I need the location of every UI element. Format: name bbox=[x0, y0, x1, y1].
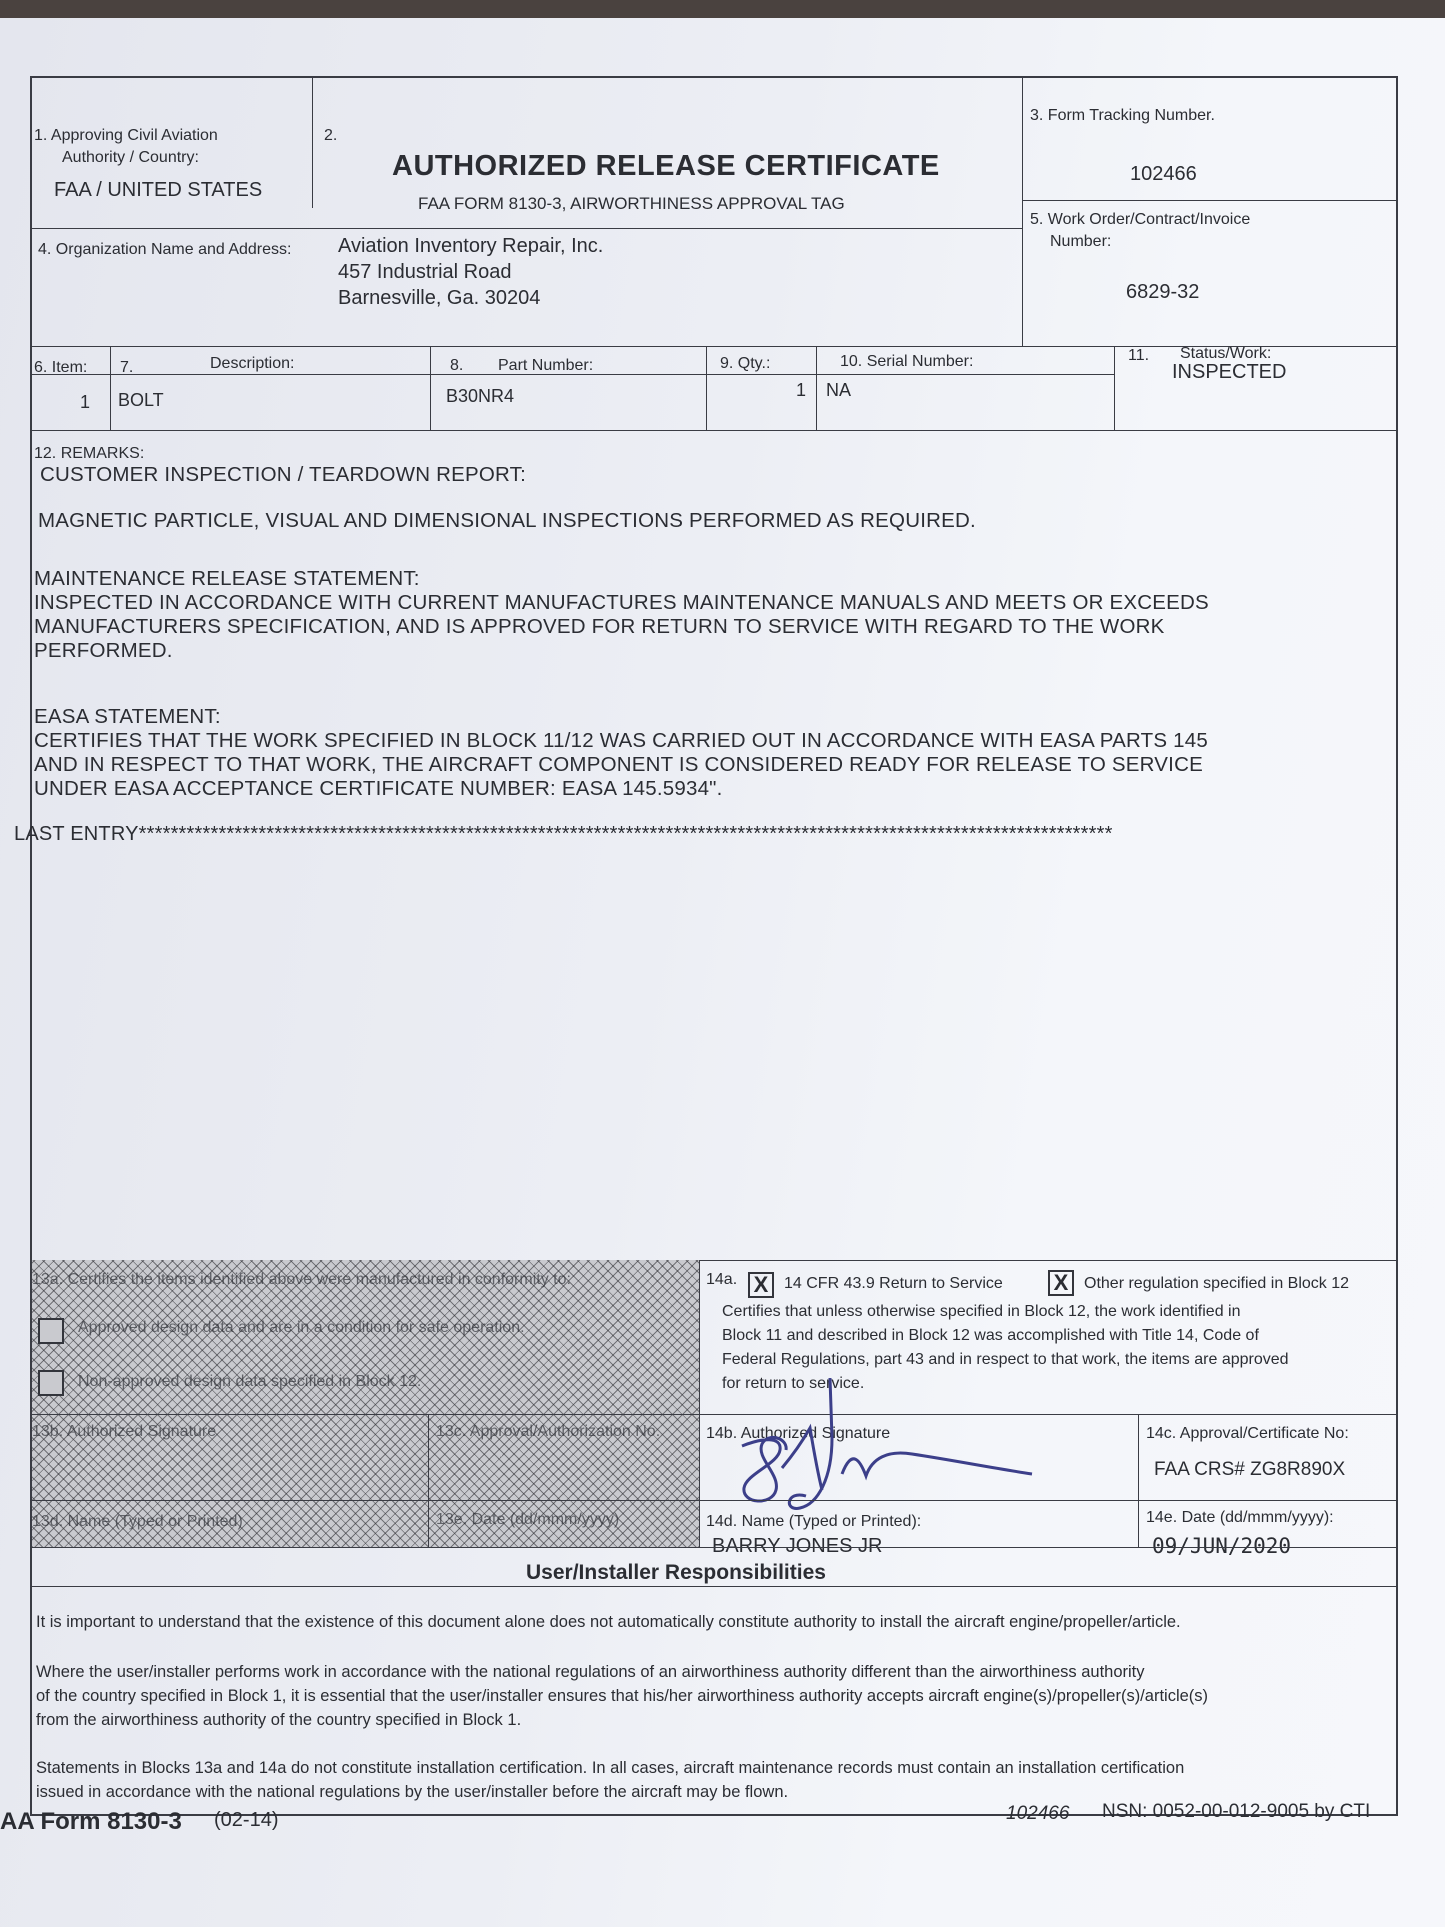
remark-line-2: MAGNETIC PARTICLE, VISUAL AND DIMENSIONAL INSPECTIONS PERFORMED AS REQUIRED. bbox=[38, 509, 976, 532]
responsibilities-title: User/Installer Responsibilities bbox=[526, 1561, 826, 1584]
row-qty: 1 bbox=[796, 380, 807, 400]
block14-other-regulation-checkbox[interactable]: X bbox=[1048, 1270, 1074, 1296]
page-subtitle: FAA FORM 8130-3, AIRWORTHINESS APPROVAL TAG bbox=[418, 194, 845, 213]
footer-nsn: NSN: 0052-00-012-9005 by CTI bbox=[1102, 1801, 1371, 1822]
document-sheet bbox=[0, 18, 1445, 1927]
block13d-label: 13d. Name (Typed or Printed) bbox=[32, 1513, 243, 1530]
responsibilities-line-3: of the country specified in Block 1, it is essential that the user/installer ensures that his/her airworthiness authority accepts aircraft engine(s)/propeller(s)/article(s) bbox=[36, 1687, 1209, 1705]
remark-line-1: CUSTOMER INSPECTION / TEARDOWN REPORT: bbox=[40, 463, 526, 486]
block14a-text-4: for return to service. bbox=[722, 1375, 865, 1392]
org-name: Aviation Inventory Repair, Inc. bbox=[338, 235, 604, 257]
responsibilities-line-1: It is important to understand that the existence of this document alone does not automatically constitute authority to install the aircraft engine/propeller/article. bbox=[36, 1613, 1181, 1631]
last-entry: LAST ENTRY************************************************************************************************************************** bbox=[14, 823, 1113, 845]
desc-header: Description: bbox=[210, 355, 295, 372]
block14a-num: 14a. bbox=[706, 1271, 738, 1288]
remark-line-4: INSPECTED IN ACCORDANCE WITH CURRENT MANUFACTURES MAINTENANCE MANUALS AND MEETS OR EXCEEDS bbox=[34, 591, 1209, 614]
serial-header: 10. Serial Number: bbox=[840, 353, 974, 370]
status-header-num: 11. bbox=[1128, 347, 1150, 364]
block1-label-2: Authority / Country: bbox=[62, 149, 199, 166]
desc-header-num: 7. bbox=[120, 359, 134, 376]
block13a-label: 13a. Certifies the items identified above were manufactured in conformity to: bbox=[32, 1271, 571, 1288]
block13e-label: 13e. Date (dd/mmm/yyyy) bbox=[436, 1511, 620, 1528]
block13-option1-label: Approved design data and are in a condition for safe operation. bbox=[78, 1319, 525, 1336]
block14e-label: 14e. Date (dd/mmm/yyyy): bbox=[1146, 1509, 1334, 1526]
block1-value: FAA / UNITED STATES bbox=[54, 179, 263, 201]
row-serial: NA bbox=[826, 380, 852, 400]
block5-label: 5. Work Order/Contract/Invoice bbox=[1030, 211, 1251, 228]
part-header-num: 8. bbox=[450, 357, 464, 374]
footer-form-name: AA Form 8130-3 bbox=[0, 1808, 182, 1835]
remark-line-7: EASA STATEMENT: bbox=[34, 705, 221, 728]
block14-return-to-service-checkbox[interactable]: X bbox=[748, 1272, 774, 1298]
remark-line-5: MANUFACTURERS SPECIFICATION, AND IS APPROVED FOR RETURN TO SERVICE WITH REGARD TO THE WORK bbox=[34, 615, 1165, 638]
block1-label: 1. Approving Civil Aviation bbox=[34, 127, 218, 144]
responsibilities-line-2: Where the user/installer performs work in accordance with the national regulations of an airworthiness authority different than the airworthiness authority bbox=[36, 1663, 1145, 1681]
block14-other-regulation-label: Other regulation specified in Block 12 bbox=[1084, 1275, 1350, 1292]
row-part-number: B30NR4 bbox=[446, 386, 515, 406]
block14c-value: FAA CRS# ZG8R890X bbox=[1154, 1459, 1346, 1480]
block14d-label: 14d. Name (Typed or Printed): bbox=[706, 1513, 922, 1530]
block14b-label: 14b. Authorized Signature bbox=[706, 1425, 891, 1442]
part-header: Part Number: bbox=[498, 357, 594, 374]
block14c-label: 14c. Approval/Certificate No: bbox=[1146, 1425, 1349, 1442]
footer-form-revision: (02-14) bbox=[214, 1809, 279, 1831]
block4-label: 4. Organization Name and Address: bbox=[38, 241, 292, 258]
block5-label-2: Number: bbox=[1050, 233, 1112, 250]
qty-header: 9. Qty.: bbox=[720, 355, 771, 372]
block14a-text-2: Block 11 and described in Block 12 was accomplished with Title 14, Code of bbox=[722, 1327, 1259, 1344]
form-8130-3 bbox=[14, 76, 1398, 1816]
block14a-text-1: Certifies that unless otherwise specified in Block 12, the work identified in bbox=[722, 1303, 1241, 1320]
block3-label: 3. Form Tracking Number. bbox=[1030, 107, 1215, 124]
responsibilities-line-6: issued in accordance with the national regulations by the user/installer before the aircraft may be flown. bbox=[36, 1783, 789, 1801]
block3-value: 102466 bbox=[1130, 163, 1197, 185]
remark-line-8: CERTIFIES THAT THE WORK SPECIFIED IN BLOCK 11/12 WAS CARRIED OUT IN ACCORDANCE WITH EASA PARTS 145 bbox=[34, 729, 1208, 752]
block14e-value: 09/JUN/2020 bbox=[1152, 1534, 1292, 1558]
block2-label: 2. bbox=[324, 127, 338, 144]
block13-option2-label: Non-approved design data specified in Block 12. bbox=[78, 1373, 422, 1390]
responsibilities-line-4: from the airworthiness authority of the country specified in Block 1. bbox=[36, 1711, 522, 1729]
remark-line-10: UNDER EASA ACCEPTANCE CERTIFICATE NUMBER: EASA 145.5934". bbox=[34, 777, 723, 800]
footer-tracking-number: 102466 bbox=[1006, 1803, 1070, 1824]
row-item: 1 bbox=[80, 392, 91, 412]
block13-option1-checkbox[interactable] bbox=[38, 1318, 64, 1344]
remarks-label: 12. REMARKS: bbox=[34, 445, 145, 462]
block14a-text-3: Federal Regulations, part 43 and in respect to that work, the items are approved bbox=[722, 1351, 1289, 1368]
remark-line-3: MAINTENANCE RELEASE STATEMENT: bbox=[34, 567, 420, 590]
row-description: BOLT bbox=[118, 390, 164, 410]
responsibilities-line-5: Statements in Blocks 13a and 14a do not constitute installation certification. In all cases, aircraft maintenance records must contain an installation certification bbox=[36, 1759, 1185, 1777]
remark-line-9: AND IN RESPECT TO THAT WORK, THE AIRCRAFT COMPONENT IS CONSIDERED READY FOR RELEASE TO SERVICE bbox=[34, 753, 1203, 776]
page-title: AUTHORIZED RELEASE CERTIFICATE bbox=[392, 150, 940, 182]
block14-return-to-service-label: 14 CFR 43.9 Return to Service bbox=[784, 1275, 1003, 1292]
row-status: INSPECTED bbox=[1172, 361, 1287, 383]
remark-line-6: PERFORMED. bbox=[34, 639, 173, 662]
status-header: Status/Work: bbox=[1180, 345, 1272, 362]
block13b-label: 13b. Authorized Signature bbox=[32, 1423, 217, 1440]
org-street: 457 Industrial Road bbox=[338, 261, 512, 283]
block13-option2-checkbox[interactable] bbox=[38, 1370, 64, 1396]
org-city: Barnesville, Ga. 30204 bbox=[338, 287, 541, 309]
block13c-label: 13c. Approval/Authorization No. bbox=[436, 1423, 661, 1440]
block5-value: 6829-32 bbox=[1126, 281, 1200, 303]
block14d-value: BARRY JONES JR bbox=[712, 1535, 883, 1557]
block13-hatched-area bbox=[32, 1260, 699, 1547]
item-header: 6. Item: bbox=[34, 359, 88, 376]
